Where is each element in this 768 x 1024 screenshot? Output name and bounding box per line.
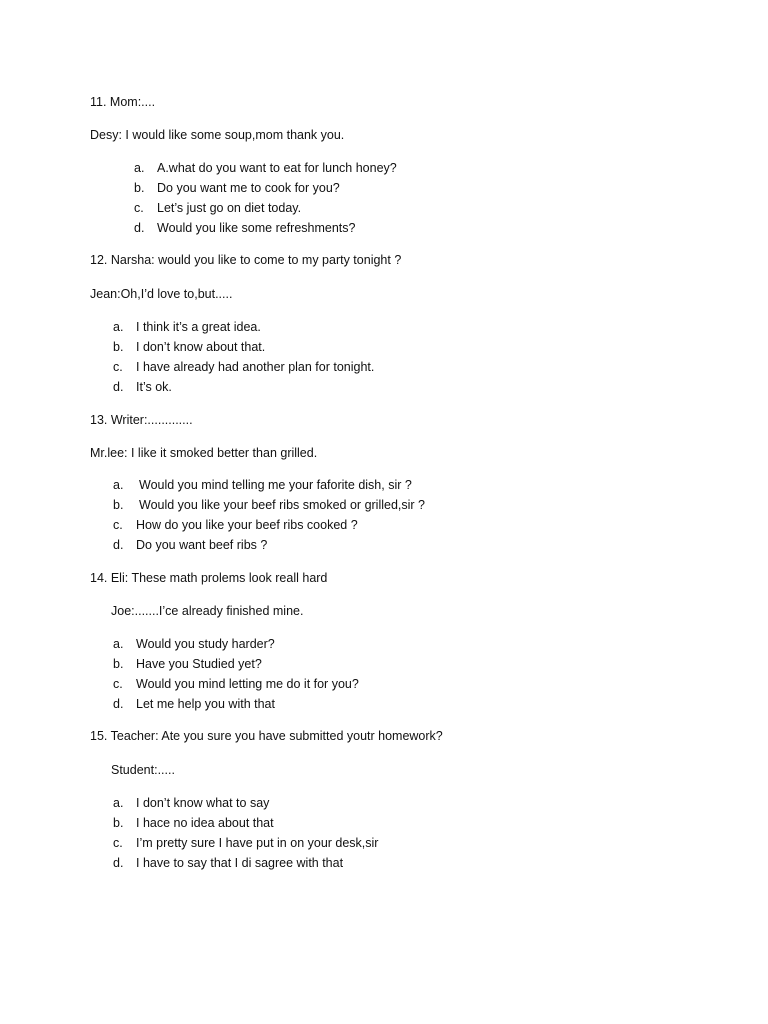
question-15-option-b-letter: b. bbox=[113, 816, 124, 830]
question-11-option-a: A.what do you want to eat for lunch honey? bbox=[157, 161, 397, 175]
question-12-option-c-letter: c. bbox=[113, 360, 123, 374]
question-13-option-d: Do you want beef ribs ? bbox=[136, 538, 268, 552]
question-13-stem: 13. Writer:............. bbox=[90, 413, 193, 427]
question-12-option-d: It’s ok. bbox=[136, 380, 172, 394]
question-13-option-c-letter: c. bbox=[113, 518, 123, 532]
question-12-option-a-letter: a. bbox=[113, 320, 124, 334]
question-15-option-a-letter: a. bbox=[113, 796, 124, 810]
question-11-option-d: Would you like some refreshments? bbox=[157, 221, 356, 235]
question-14-stem: 14. Eli: These math prolems look reall hard bbox=[90, 571, 328, 585]
question-11-option-b-letter: b. bbox=[134, 181, 145, 195]
question-15-option-c: I’m pretty sure I have put in on your desk,sir bbox=[136, 836, 379, 850]
question-13-option-a: Would you mind telling me your faforite dish, sir ? bbox=[139, 478, 412, 492]
question-15-reply: Student:..... bbox=[111, 763, 175, 777]
question-12-reply: Jean:Oh,I’d love to,but..... bbox=[90, 287, 233, 301]
question-13-option-a-letter: a. bbox=[113, 478, 124, 492]
question-14-option-d: Let me help you with that bbox=[136, 697, 275, 711]
question-14-option-d-letter: d. bbox=[113, 697, 124, 711]
question-12-option-b-letter: b. bbox=[113, 340, 124, 354]
question-14-option-a: Would you study harder? bbox=[136, 637, 275, 651]
question-13-reply: Mr.lee: I like it smoked better than grilled. bbox=[90, 446, 318, 460]
question-15-option-d-letter: d. bbox=[113, 856, 124, 870]
question-11-option-c: Let’s just go on diet today. bbox=[157, 201, 302, 215]
question-14-option-b-letter: b. bbox=[113, 657, 124, 671]
question-11-stem: 11. Mom:.... bbox=[90, 95, 156, 109]
question-13-option-b-letter: b. bbox=[113, 498, 124, 512]
question-15-option-d: I have to say that I di sagree with that bbox=[136, 856, 344, 870]
question-11-option-b: Do you want me to cook for you? bbox=[157, 181, 340, 195]
question-15-option-c-letter: c. bbox=[113, 836, 123, 850]
question-12-option-a: I think it’s a great idea. bbox=[136, 320, 261, 334]
question-13-option-d-letter: d. bbox=[113, 538, 124, 552]
question-12-option-b: I don’t know about that. bbox=[136, 340, 266, 354]
question-15-stem: 15. Teacher: Ate you sure you have submitted youtr homework? bbox=[90, 729, 443, 743]
question-14-option-b: Have you Studied yet? bbox=[136, 657, 262, 671]
question-11-option-d-letter: d. bbox=[134, 221, 145, 235]
question-12-option-c: I have already had another plan for tonight. bbox=[136, 360, 375, 374]
question-15-option-b: I hace no idea about that bbox=[136, 816, 274, 830]
question-14-option-a-letter: a. bbox=[113, 637, 124, 651]
question-15-option-a: I don’t know what to say bbox=[136, 796, 270, 810]
question-11-option-c-letter: c. bbox=[134, 201, 144, 215]
question-12-option-d-letter: d. bbox=[113, 380, 124, 394]
question-11-option-a-letter: a. bbox=[134, 161, 145, 175]
question-14-option-c-letter: c. bbox=[113, 677, 123, 691]
question-14-reply: Joe:.......I’ce already finished mine. bbox=[111, 604, 304, 618]
question-11-reply: Desy: I would like some soup,mom thank you. bbox=[90, 128, 345, 142]
question-12-stem: 12. Narsha: would you like to come to my party tonight ? bbox=[90, 253, 402, 267]
question-13-option-b: Would you like your beef ribs smoked or grilled,sir ? bbox=[139, 498, 426, 512]
question-13-option-c: How do you like your beef ribs cooked ? bbox=[136, 518, 358, 532]
question-14-option-c: Would you mind letting me do it for you? bbox=[136, 677, 359, 691]
